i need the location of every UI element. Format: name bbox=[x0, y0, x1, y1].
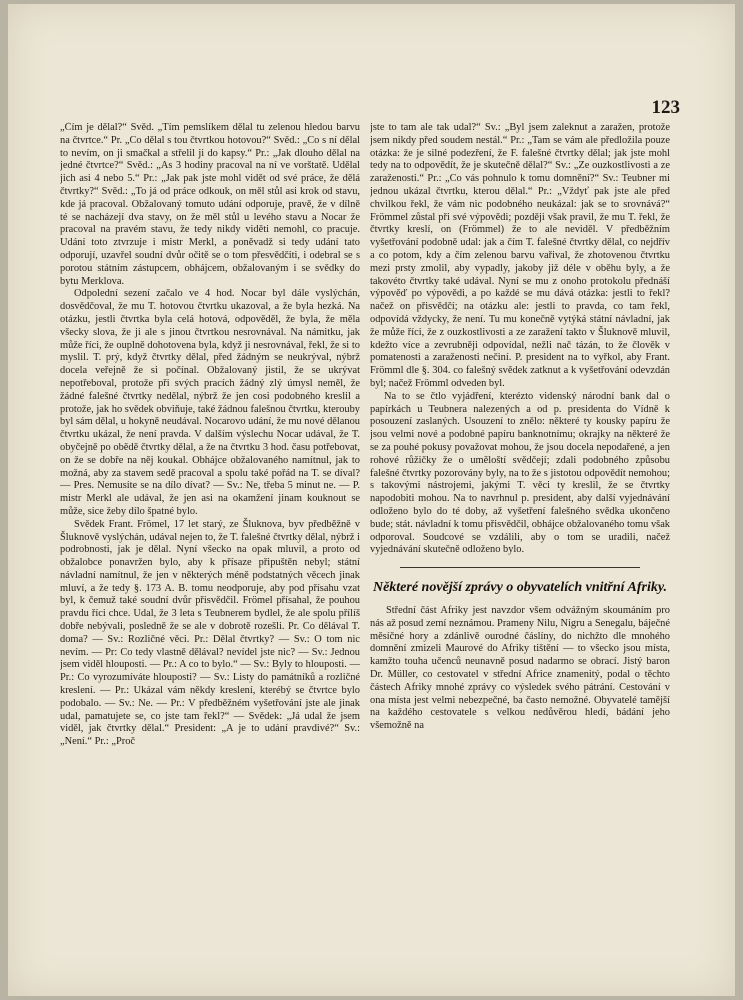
left-column bbox=[60, 122, 360, 982]
page-number: 123 bbox=[651, 97, 680, 118]
section-divider bbox=[400, 567, 640, 568]
paragraph: Na to se čtlo vyjádření, kterézto videnský národní bank dal o papírkách u Teubnera nalezených a od p. presidenta do Vídně k posouzení zaslaných. Usouzení to znělo: některé ty kousky papíru že jsou velmi nové a podobné papíru banknotnímu; okrajky na některé že se za pouhé pokusy považovat mohou, že jsou docela nepodařené, a jen rohové růžičky že o uměloští svědčejí; zdali podobného způsobu falešné čtvrtky pozorovány byly, na to že s jistotou odpovědít nemohou; s takovými nástrojemi, jakými T. věci ty kreslil, že se čtvrtky napodobiti mohou. Na to navrhnul p. president, aby další vyjednávání odloženo bylo do té doby, až vyšetření falešného svědka ukončeno bude; stát. návladní k tomu přisvědčil, obhájce obžalovaného tomu však odporoval. Soudcové se vzdálili, aby o tom se uradili, načež vyjednávání skutečně odloženo bylo. bbox=[370, 390, 670, 556]
paragraph: „Čím je dělal?“ Svěd. „Tím pemslíkem dělal tu zelenou hledou barvu na čtvrtce.“ Pr. „Co dělal s tou čtvrtkou hotovou?“ Svěd.: „Co s ní dělal to nevím, on ji smačkal a střelil ji do kapsy.“ Pr.: „Jak dlouho dělal na jedné čtvrtce?“ Svěd.: „As 3 hodiny pracoval na ní ve vorštatě. Udělal jich asi 4 nebo 5.“ Pr.: „Jak pak jste mohl vidět od své práce, že dělá čtvrtky?“ Svěd.: „To já od práce odkouk, on měl stůl asi krok od stavu, kde já pracoval. Obžalovaný tomuto udání odporuje, pravě, že v dílně té se nacházejí dva stavy, on že měl stůl u levého stavu a Nocar že pracoval na pravém stavu, že tedy nikdy viděti nemohl, co pracuje. Udání toto ztvrzuje i mistr Merkl, a poněvadž si tedy udání tato odporují, uzavřel soudní dvůr očitě se o tom přesvědčiti, i odebral se s porotou státním zástupcem, obhájcem, obžalovaným i se svědky do bytu Merklova. bbox=[60, 122, 360, 287]
newspaper-page bbox=[8, 4, 735, 996]
paragraph: Odpolední sezení začalo ve 4 hod. Nocar byl dále vyslýchán, dosvědčoval, že mu T. hotovou čtvrtku ukazoval, a že byla hezká. Na otázku, jestli čtvrtka byla celá hotová, odpověděl, že byla, že měla všecky slova, že ji ale s jinou čtvrtkou nesrovnával. Na námitku, jak může říci, že ouplně dohotovena byla, když ji nesrovnával, řekl, že si to myslil. T. prý, když čtvrtky dělal, před žádným se neukrýval, nýbrž docela veřejně že si počínal. Obžalovaný jistil, že se ukrývat nepotřeboval, protože při svých pracích žádný zlý úmysl neměl, že žádné falešné čtvrtky nedělal, nýbrž že jen cosi podobného kreslil a protože, jak ho svědek obviňuje, také žádnou falešnou čtvrtku, kterouby byl sám dělal, u hokyně neudával. Nocarovo udání, že mu nové dělanou čtvrtku ukázal, že není pravda. V dalším výslechu Nocar udával, že T. obyčejně po obědě čtvrtky dělal, a že na čtvrtku 3 hod. času potřebovat, on že se dobře na něj koukal. Obhájce obžalovaného namítnul, jak to možná, aby za stavem sedě pracoval a spolu také pořád na T. se díval? — Pres. Nemusíte se na dílo dívat? — Sv.: Ne, třeba 5 minut ne. — P. mistr Merkl ale udával, že jen asi na okamžení jinam kouknout se může, sice žeby dílo špatné bylo. bbox=[60, 288, 360, 517]
article-title: Některé novější zprávy o obyvatelích vnitřní Afriky. bbox=[372, 580, 668, 596]
right-column bbox=[370, 122, 670, 982]
paragraph: Svědek Frant. Frömel, 17 let starý, ze Šluknova, byv předběžně v Šluknově vyslýchán, udával nejen to, že T. falešné čtvrtky dělal, nýbrž i podrobnosti, jak je dělal. Nyní všecko na opak mluvil, a proto od obžalobce ponavržen bylo, aby k přísaze připuštěn nebyl; státní návladní namítnul, že jen v některých méně podstatných věcech jinak mluví, a že tedy §. 173 A. B. tomu neodporuje, aby pod přísahu vzat byl, k čemuž také soudní dvůr přisvědčil. Frömel přísahal, že pouhou pravdu říci chce. Udal, že 3 leta s Teubnerem bydlel, že ale spolu přílíš dobře nebývali, posledně že se ale v dobrotě rozešli. Pr. Co dělával T. doma? — Sv.: Rozličné věci. Pr.: Dělal čtvrtky? — Sv.: O tom nic nevím. — Pr: Co tedy vlastně dělával? nevídel jste nic? — Sv.: Jednou jsem viděl hlouposti. — Pr.: A co to bylo.“ — Sv.: Byly to hlouposti. — Pr.: Co vyrozumíváte hlouposti? — Sv.: Listy do památníků a rozličné kreslení. — Pr.: Ukázal vám někdy kreslení, kterébý se čtvrtce bylo podobalo. — Sv.: Ne. — Pr.: V předběžném vyšetřování jste ale jinak udal, pamatujete se, co jste tam řekl?“ — Svědek: „Já udal že jsem viděl, jak čtvrtky dělal.“ President: „A je to udání pravdivé?“ Sv.: „Není.“ Pr.: „Proč bbox=[60, 518, 360, 748]
article-body: Střední část Afriky jest navzdor všem odvážným skoumáním pro nás až posud zemí neznámou. Prameny Nilu, Nigru a Senegalu, báječné měsíčné hory a zdánlivě ourodné čáslíny, do nichžto dle mnohého domnění zmizeli Maurové do Afriky tištění — to všecko jsou místa, kamžto touha učenců neunavně posud nadarmo se obrací. Jistý baron Dr. Müller, co cestovatel v střední Africe znamenitý, podal o těchto částech Afriky mnohé zprávy co výsledek svého pátrání. Cestování v ona místa jest velmi nebezpečné, ba často nemožné. Obyvatelé tamější na každého cestovatele s velkou nedůvěrou hledí, bádání jeho všemožně na bbox=[370, 605, 670, 732]
paragraph: jste to tam ale tak udal?“ Sv.: „Byl jsem zaleknut a zaražen, protože jsem nikdy před soudem nestál.“ Pr.: „Tam se vám ale předložila pouze otázka: že je silné podezření, že F. falešné čtvrtky dělal; jak jste mohl tedy na to odpovědít, že je skutečně dělal?“ Sv.: „Ze ouzkostlivosti a ze zaraženosti.“ Pr.: „Co vás pohnulo k tomu domnění?“ Sv.: Teubner mi jednou ukázal čtvrtku, kterou dělal.“ Pr.: „Vždyť pak jste ale před chvilkou řekl, že vám nic podobného neukázal: jak se to srovnává?“ Frömmel zůstal při své výpovědi; později však pravil, že mu T. řekl, že čtvrtky kreslí, on (Frömmel) že to ale neviděl. V předběžním vyšetřování podobně udal: jak a čím T. falešné čtvrtky dělal, co nejdřív a co potom, kdy a čím zelenou barvu vařival, že zhotovenou čtvrtku mezi prsty zmolil, aby vypadly, jakoby již déle v oběhu byly, a že takovéto čtvrtky také udával. Nyní se mu z onoho protokolu přednáší výpověď po výpovědi, a po každé se mu dává otázka: jestli to řekl? načež on přisvědčí; na otázku ale: jestli to pravda, co tam řekl, odpovídá vždycky, že není. Tu mu konečně vytýká státní návladní, jak že může říci, že z ouzkostlivosti a ze zaražení takto v Šluknově mluvil, kdežto více a zevrubněji odpovídal, nežli nač tázán, to že člověk v pomatenosti a zaraženosti nečiní. P. president na to vyřkol, aby Frant. Frömml dle §. 304. co falešný svědek zatknut a k vyšetřování odevzdán byl; načež Frömml odveden byl. bbox=[370, 122, 670, 389]
